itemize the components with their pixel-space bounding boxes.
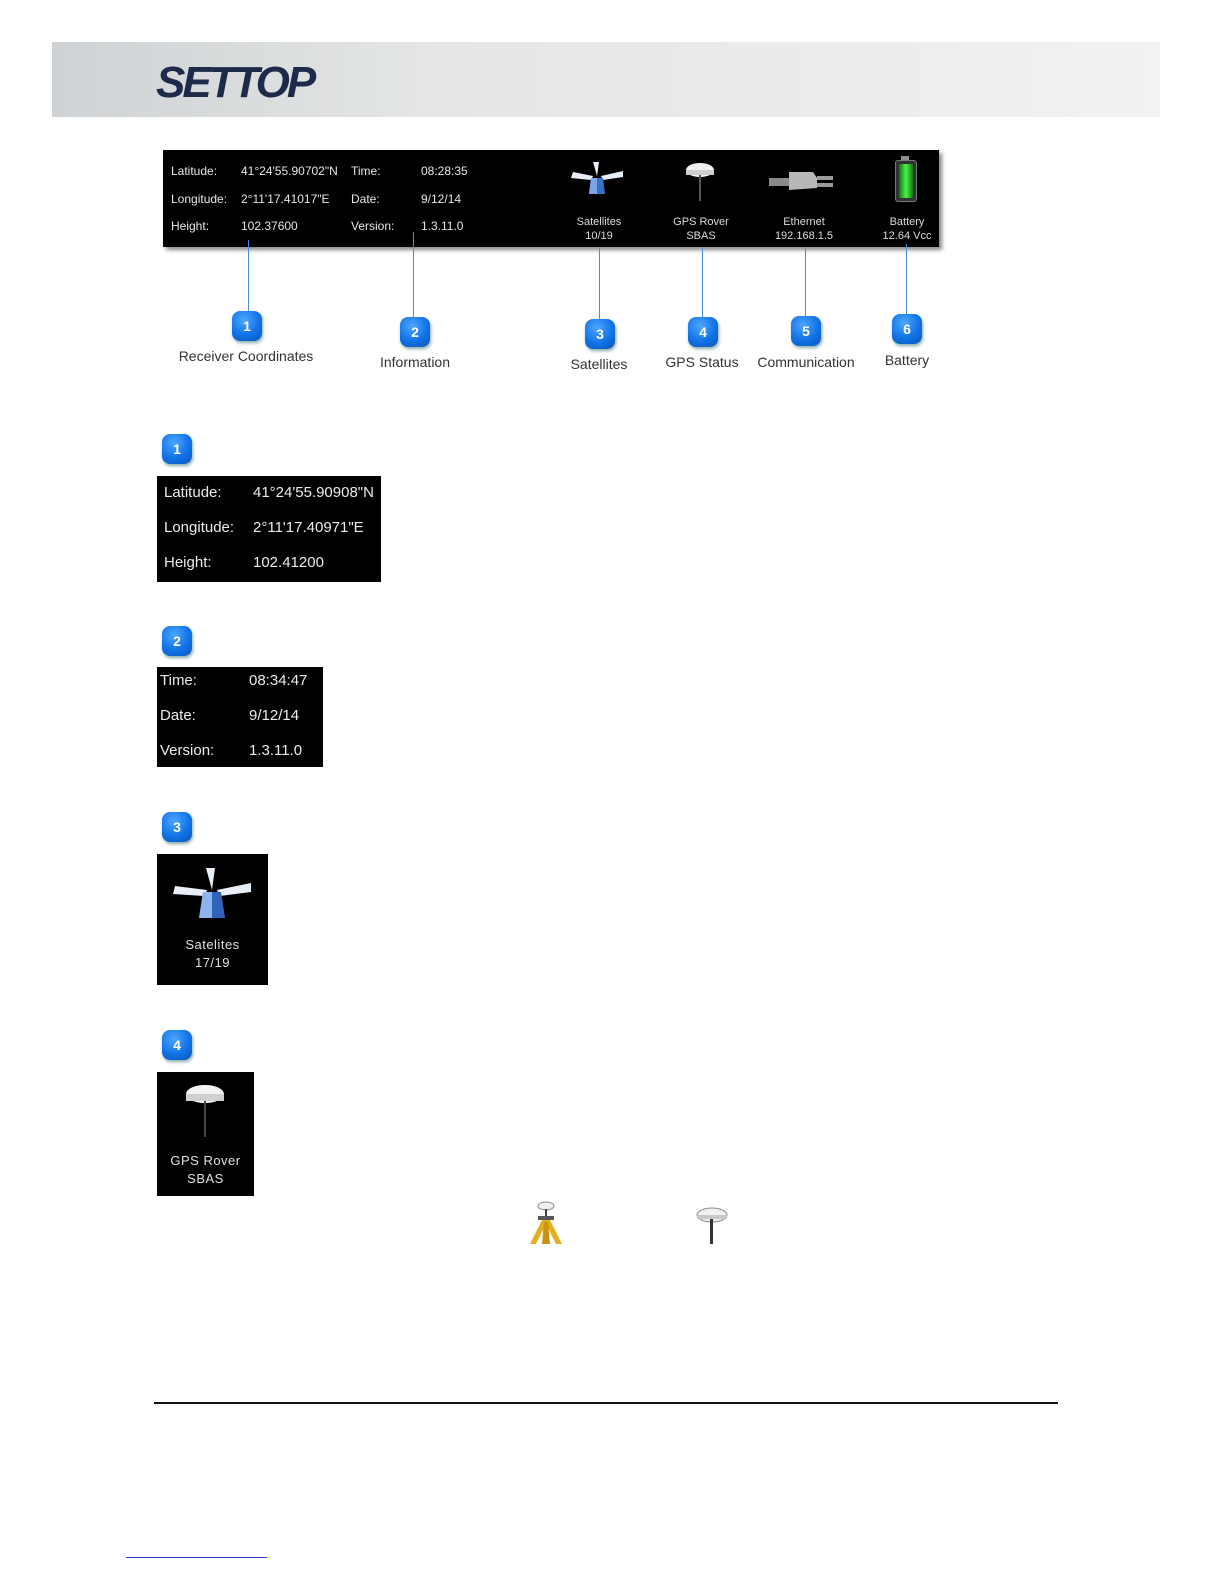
satellites-label: Satellites xyxy=(576,216,622,228)
callout-label-receiver-coordinates: Receiver Coordinates xyxy=(178,348,314,364)
longitude-value: 2°11'17.41017"E xyxy=(241,192,330,206)
coords-longitude-label: Longitude: xyxy=(164,519,235,536)
time-value: 08:28:35 xyxy=(421,164,468,178)
gps-antenna-icon xyxy=(183,1082,227,1138)
longitude-label: Longitude: xyxy=(171,192,228,206)
satellite-icon[interactable] xyxy=(569,158,625,198)
satellites-detail-value: 17/19 xyxy=(194,955,231,970)
date-value: 9/12/14 xyxy=(421,192,462,206)
satellites-detail-caption xyxy=(157,936,268,972)
version-value: 1.3.11.0 xyxy=(421,219,464,233)
info-version-value: 1.3.11.0 xyxy=(249,742,303,759)
coords-latitude-value: 41°24'55.90908"N xyxy=(253,484,374,501)
coordinates-panel xyxy=(157,476,381,582)
callout-line-5 xyxy=(805,248,806,318)
version-label: Version: xyxy=(351,219,395,233)
ethernet-value: 192.168.1.5 xyxy=(774,230,834,242)
status-bar xyxy=(163,150,939,247)
base-station-tripod-icon xyxy=(528,1200,564,1246)
height-label: Height: xyxy=(171,219,210,233)
info-time-value: 08:34:47 xyxy=(249,672,308,689)
ethernet-plug-icon[interactable] xyxy=(767,166,837,196)
callout-line-4 xyxy=(702,248,703,318)
latitude-value: 41°24'55.90702"N xyxy=(241,164,338,178)
callout-label-battery: Battery xyxy=(884,352,930,368)
info-date-label: Date: xyxy=(160,707,196,724)
battery-label: Battery xyxy=(889,216,925,228)
ethernet-label: Ethernet xyxy=(783,216,825,228)
gps-detail-caption xyxy=(157,1152,254,1188)
info-version-label: Version: xyxy=(160,742,215,759)
battery-icon[interactable] xyxy=(893,156,917,202)
gps-status-panel xyxy=(157,1072,254,1196)
footer-divider xyxy=(154,1402,1058,1404)
coords-longitude-value: 2°11'17.40971"E xyxy=(253,519,364,536)
section-badge-2: 2 xyxy=(162,626,192,656)
gps-caption xyxy=(651,215,751,243)
satellite-icon xyxy=(171,864,253,922)
callout-badge-3: 3 xyxy=(585,319,615,349)
callout-line-6 xyxy=(906,244,907,316)
info-date-value: 9/12/14 xyxy=(249,707,300,724)
gps-detail-label: GPS Rover xyxy=(170,1153,241,1168)
height-value: 102.37600 xyxy=(241,219,298,233)
date-label: Date: xyxy=(351,192,380,206)
gps-label: GPS Rover xyxy=(673,216,729,228)
latitude-label: Latitude: xyxy=(171,164,218,178)
section-badge-1: 1 xyxy=(162,434,192,464)
callout-label-gps-status: GPS Status xyxy=(665,354,739,370)
information-panel xyxy=(157,667,323,767)
callout-line-1 xyxy=(248,240,249,314)
gps-antenna-icon[interactable] xyxy=(683,160,717,202)
callout-line-2 xyxy=(413,232,414,320)
coords-latitude-label: Latitude: xyxy=(164,484,222,501)
satellites-panel xyxy=(157,854,268,985)
battery-value: 12.64 Vcc xyxy=(882,230,932,242)
callout-badge-6: 6 xyxy=(892,314,922,344)
battery-caption xyxy=(857,215,957,243)
section-badge-3: 3 xyxy=(162,812,192,842)
battery-fill xyxy=(899,164,913,198)
satellites-value: 10/19 xyxy=(585,230,613,242)
callout-badge-5: 5 xyxy=(791,316,821,346)
callout-line-3 xyxy=(599,248,600,322)
coords-height-label: Height: xyxy=(164,554,212,571)
gps-detail-value: SBAS xyxy=(187,1171,224,1186)
rover-antenna-icon xyxy=(695,1207,729,1245)
callout-badge-1: 1 xyxy=(232,311,262,341)
coords-height-value: 102.41200 xyxy=(253,554,324,571)
ethernet-caption xyxy=(754,215,854,243)
callout-label-information: Information xyxy=(379,354,451,370)
section-badge-4: 4 xyxy=(162,1030,192,1060)
gps-value: SBAS xyxy=(686,230,716,242)
time-label: Time: xyxy=(351,164,381,178)
callout-label-communication: Communication xyxy=(757,354,855,370)
settop-logo: SETTOP xyxy=(156,58,314,107)
satellites-caption xyxy=(549,215,649,243)
callout-badge-2: 2 xyxy=(400,317,430,347)
callout-badge-4: 4 xyxy=(688,317,718,347)
footer-link-underline[interactable] xyxy=(126,1557,267,1558)
satellites-detail-label: Satelites xyxy=(185,937,240,952)
info-time-label: Time: xyxy=(160,672,197,689)
callout-label-satellites: Satellites xyxy=(570,356,628,372)
